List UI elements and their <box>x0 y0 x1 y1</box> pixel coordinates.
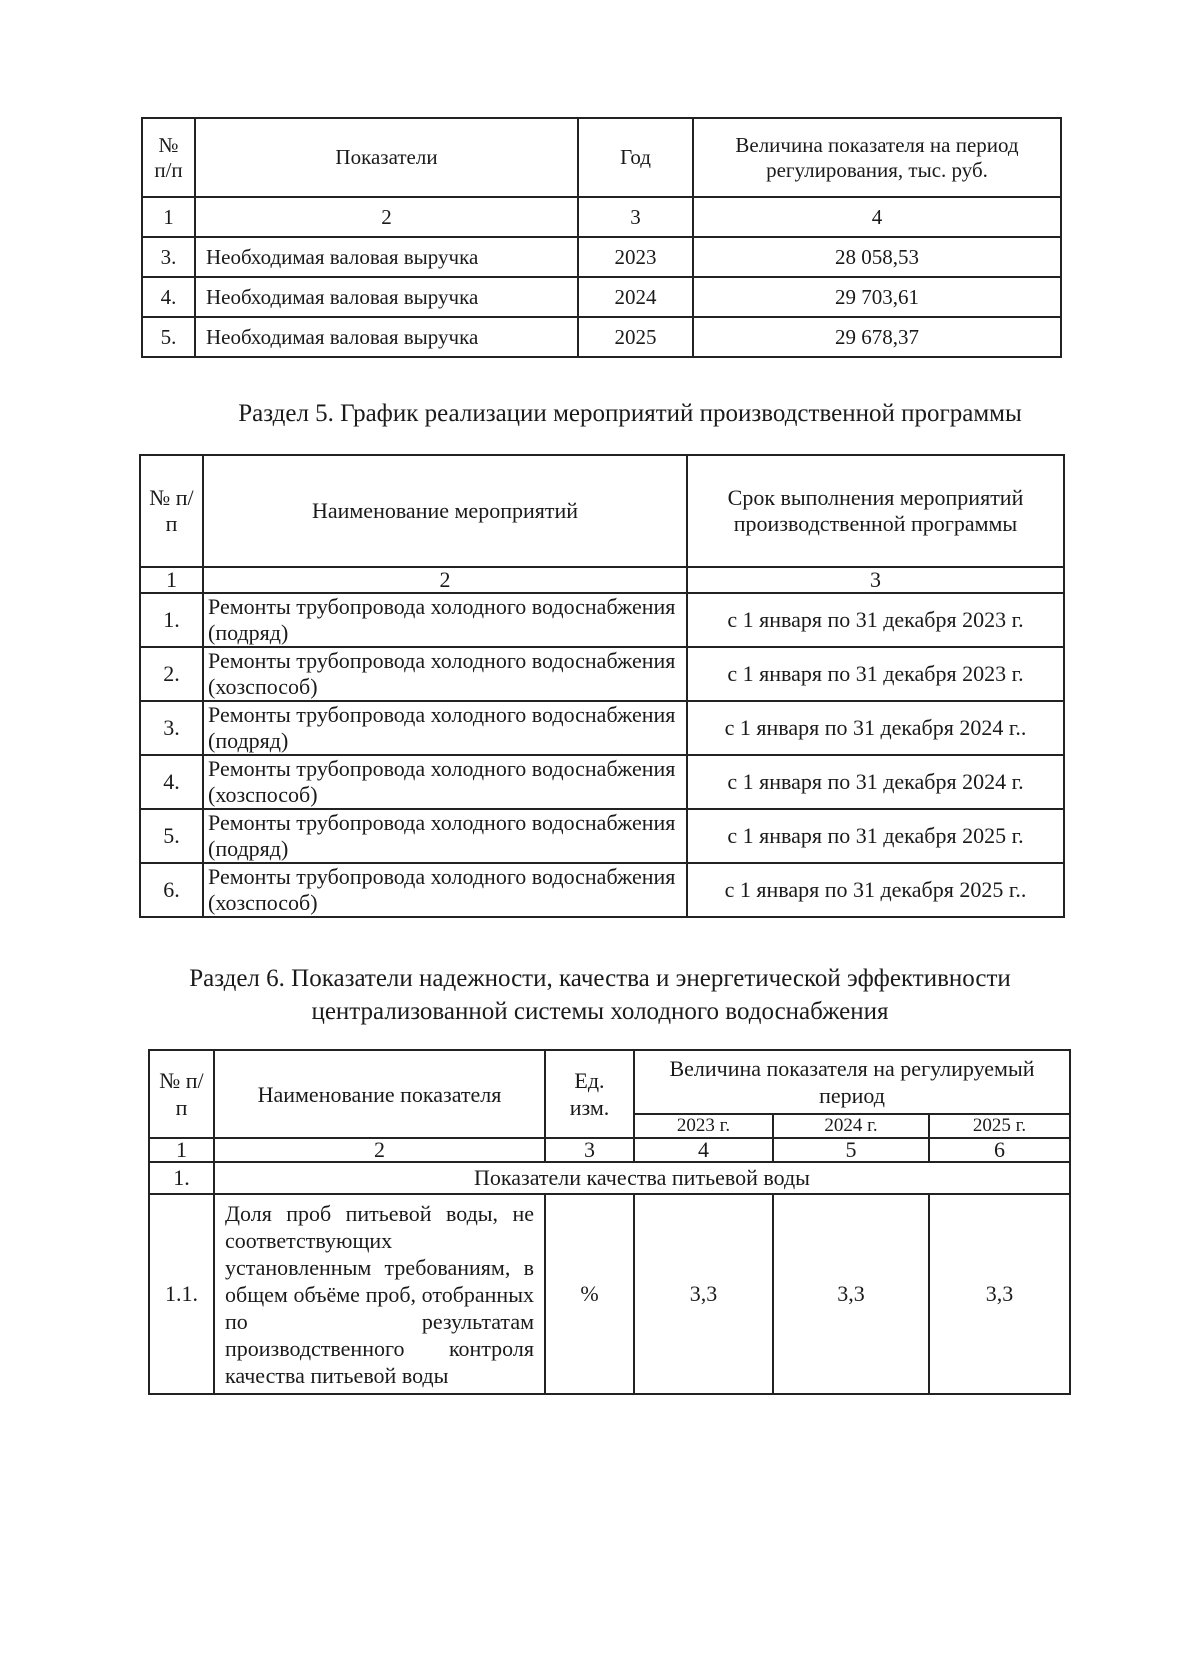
col-number: 3 <box>687 567 1064 593</box>
row-num: 1.1. <box>149 1194 214 1394</box>
col-number: 4 <box>634 1138 773 1162</box>
column-numbers-row <box>140 567 1064 593</box>
col-number: 5 <box>773 1138 929 1162</box>
header-year: 2025 г. <box>929 1114 1070 1138</box>
table-header-row <box>149 1050 1070 1114</box>
col-number: 4 <box>693 197 1061 237</box>
table-header-row <box>142 118 1061 197</box>
group-row <box>149 1162 1070 1194</box>
row-num: 5. <box>140 809 203 863</box>
section6-title-line2: централизованной системы холодного водоснабжения <box>311 998 889 1025</box>
header-indicators: Показатели <box>195 118 578 197</box>
table-row <box>140 863 1064 917</box>
row-name: Необходимая валовая выручка <box>195 277 578 317</box>
row-num: 5. <box>142 317 195 357</box>
group-num: 1. <box>149 1162 214 1194</box>
row-term: с 1 января по 31 декабря 2025 г. <box>687 809 1064 863</box>
section6-title-line1: Раздел 6. Показатели надежности, качества и энергетической эффективности <box>189 965 1011 992</box>
table-header-row <box>140 455 1064 567</box>
row-num: 3. <box>140 701 203 755</box>
header-num: № п/п <box>149 1050 214 1138</box>
group-title: Показатели качества питьевой воды <box>214 1162 1070 1194</box>
row-term: с 1 января по 31 декабря 2023 г. <box>687 593 1064 647</box>
row-year: 2023 <box>578 237 693 277</box>
row-name: Ремонты трубопровода холодного водоснабжения (подряд) <box>203 593 687 647</box>
header-num: № п/п <box>140 455 203 567</box>
row-value-2023: 3,3 <box>634 1194 773 1394</box>
row-value-2025: 3,3 <box>929 1194 1070 1394</box>
col-number: 3 <box>578 197 693 237</box>
header-num: № п/п <box>142 118 195 197</box>
header-value: Величина показателя на период регулирования, тыс. руб. <box>693 118 1061 197</box>
table-row <box>140 701 1064 755</box>
col-number: 2 <box>203 567 687 593</box>
row-value: 29 678,37 <box>693 317 1061 357</box>
quality-indicators-table <box>148 1049 1071 1395</box>
col-number: 2 <box>214 1138 545 1162</box>
row-name: Ремонты трубопровода холодного водоснабжения (подряд) <box>203 701 687 755</box>
header-name: Наименование мероприятий <box>203 455 687 567</box>
header-name: Наименование показателя <box>214 1050 545 1138</box>
col-number: 2 <box>195 197 578 237</box>
header-year: 2024 г. <box>773 1114 929 1138</box>
row-name: Ремонты трубопровода холодного водоснабжения (подряд) <box>203 809 687 863</box>
table-row <box>142 277 1061 317</box>
row-term: с 1 января по 31 декабря 2024 г. <box>687 755 1064 809</box>
col-number: 1 <box>140 567 203 593</box>
row-value-2024: 3,3 <box>773 1194 929 1394</box>
schedule-table <box>139 454 1065 918</box>
header-value: Величина показателя на регулируемый период <box>634 1050 1070 1114</box>
table-row <box>140 647 1064 701</box>
table-row <box>140 593 1064 647</box>
row-term: с 1 января по 31 декабря 2024 г.. <box>687 701 1064 755</box>
section5-title: Раздел 5. График реализации мероприятий производственной программы <box>238 400 1022 427</box>
row-num: 1. <box>140 593 203 647</box>
col-number: 1 <box>142 197 195 237</box>
row-name: Ремонты трубопровода холодного водоснабжения (хозспособ) <box>203 755 687 809</box>
row-year: 2024 <box>578 277 693 317</box>
row-name: Ремонты трубопровода холодного водоснабжения (хозспособ) <box>203 863 687 917</box>
column-numbers-row <box>149 1138 1070 1162</box>
section6-title <box>140 962 1060 1028</box>
row-name: Необходимая валовая выручка <box>195 237 578 277</box>
row-year: 2025 <box>578 317 693 357</box>
table-row <box>142 317 1061 357</box>
table-row <box>149 1194 1070 1394</box>
header-year: Год <box>578 118 693 197</box>
row-term: с 1 января по 31 декабря 2025 г.. <box>687 863 1064 917</box>
row-name: Ремонты трубопровода холодного водоснабжения (хозспособ) <box>203 647 687 701</box>
row-unit: % <box>545 1194 634 1394</box>
col-number: 1 <box>149 1138 214 1162</box>
header-term: Срок выполнения мероприятий производственной программы <box>687 455 1064 567</box>
header-year: 2023 г. <box>634 1114 773 1138</box>
col-number: 6 <box>929 1138 1070 1162</box>
col-number: 3 <box>545 1138 634 1162</box>
row-name: Необходимая валовая выручка <box>195 317 578 357</box>
table-row <box>140 809 1064 863</box>
row-num: 4. <box>140 755 203 809</box>
row-name: Доля проб питьевой воды, не соответствующих установленным требованиям, в общем объёме проб, отобранных по результатам производственного контроля качества питьевой воды <box>214 1194 545 1394</box>
row-value: 28 058,53 <box>693 237 1061 277</box>
table-row <box>140 755 1064 809</box>
revenue-table <box>141 117 1062 358</box>
row-num: 4. <box>142 277 195 317</box>
row-term: с 1 января по 31 декабря 2023 г. <box>687 647 1064 701</box>
table-row <box>142 237 1061 277</box>
column-numbers-row <box>142 197 1061 237</box>
row-num: 2. <box>140 647 203 701</box>
row-num: 3. <box>142 237 195 277</box>
row-value: 29 703,61 <box>693 277 1061 317</box>
header-unit: Ед. изм. <box>545 1050 634 1138</box>
row-num: 6. <box>140 863 203 917</box>
